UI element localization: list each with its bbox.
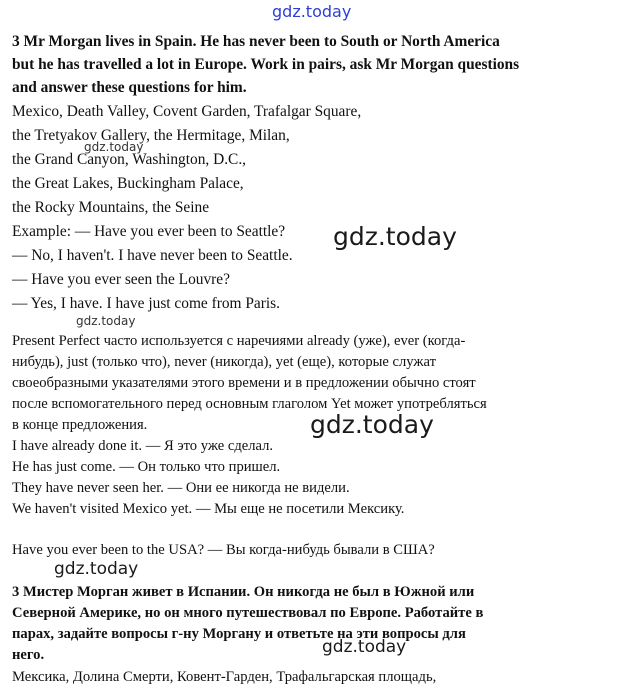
task-ru-heading-line: 3 Мистер Морган живет в Испании. Он никогда не был в Южной или [12, 584, 475, 600]
task-heading-line: but he has travelled a lot in Europe. Work in pairs, ask Mr Morgan questions [12, 56, 520, 73]
places-line: the Rocky Mountains, the Seine [12, 199, 210, 216]
task-ru-heading-line: парах, задайте вопросы г-ну Моргану и ответьте на эти вопросы для [12, 626, 466, 642]
watermark-medium: gdz.today [54, 559, 139, 579]
places-line: the Tretyakov Gallery, the Hermitage, Milan, [12, 127, 290, 144]
example-line: — Yes, I have. I have just come from Paris. [12, 295, 281, 312]
task-ru-heading-line: Северной Америке, но он много путешествовал по Европе. Работайте в [12, 605, 484, 621]
places-line: Mexico, Death Valley, Covent Garden, Trafalgar Square, [12, 103, 362, 120]
grammar-rule-line: в конце предложения. [12, 417, 148, 433]
example-line: — No, I haven't. I have never been to Seattle. [12, 247, 293, 264]
watermark-small: gdz.today [76, 314, 136, 328]
grammar-example-line: They have never seen her. — Они ее никогда не видели. [12, 480, 350, 496]
watermark-medium: gdz.today [322, 637, 407, 657]
places-line: the Grand Canyon, Washington, D.C., [12, 151, 247, 168]
grammar-example-line: He has just come. — Он только что пришел. [12, 459, 281, 475]
example-line: Example: — Have you ever been to Seattle? [12, 223, 286, 240]
grammar-extra-example: Have you ever been to the USA? — Вы когда-нибудь бывали в США? [12, 542, 435, 558]
watermark-large: gdz.today [333, 222, 457, 251]
grammar-rule-line: своеобразными указателями этого времени и в предложении обычно стоят [12, 375, 476, 391]
grammar-rule-line: нибудь), just (только что), never (никогда), yet (еще), которые служат [12, 354, 436, 370]
grammar-example-line: I have already done it. — Я это уже сделал. [12, 438, 274, 454]
example-line: — Have you ever seen the Louvre? [12, 271, 230, 288]
task-ru-places-line: Мексика, Долина Смерти, Ковент-Гарден, Трафальгарская площадь, [12, 669, 437, 685]
grammar-example-line: We haven't visited Mexico yet. — Мы еще не посетили Мексику. [12, 501, 405, 517]
grammar-rule-line: Present Perfect часто используется с наречиями already (уже), ever (когда- [12, 333, 466, 349]
places-line: the Great Lakes, Buckingham Palace, [12, 175, 244, 192]
task-heading-line: 3 Mr Morgan lives in Spain. He has never been to South or North America [12, 33, 500, 50]
task-heading-line: and answer these questions for him. [12, 79, 247, 96]
watermark-large: gdz.today [310, 410, 434, 439]
grammar-rule-line: после вспомогательного перед основным глаголом Yet может употребляться [12, 396, 487, 412]
task-ru-heading-line: него. [12, 647, 45, 663]
watermark-small: gdz.today [84, 140, 144, 154]
watermark-top: gdz.today [272, 2, 352, 21]
